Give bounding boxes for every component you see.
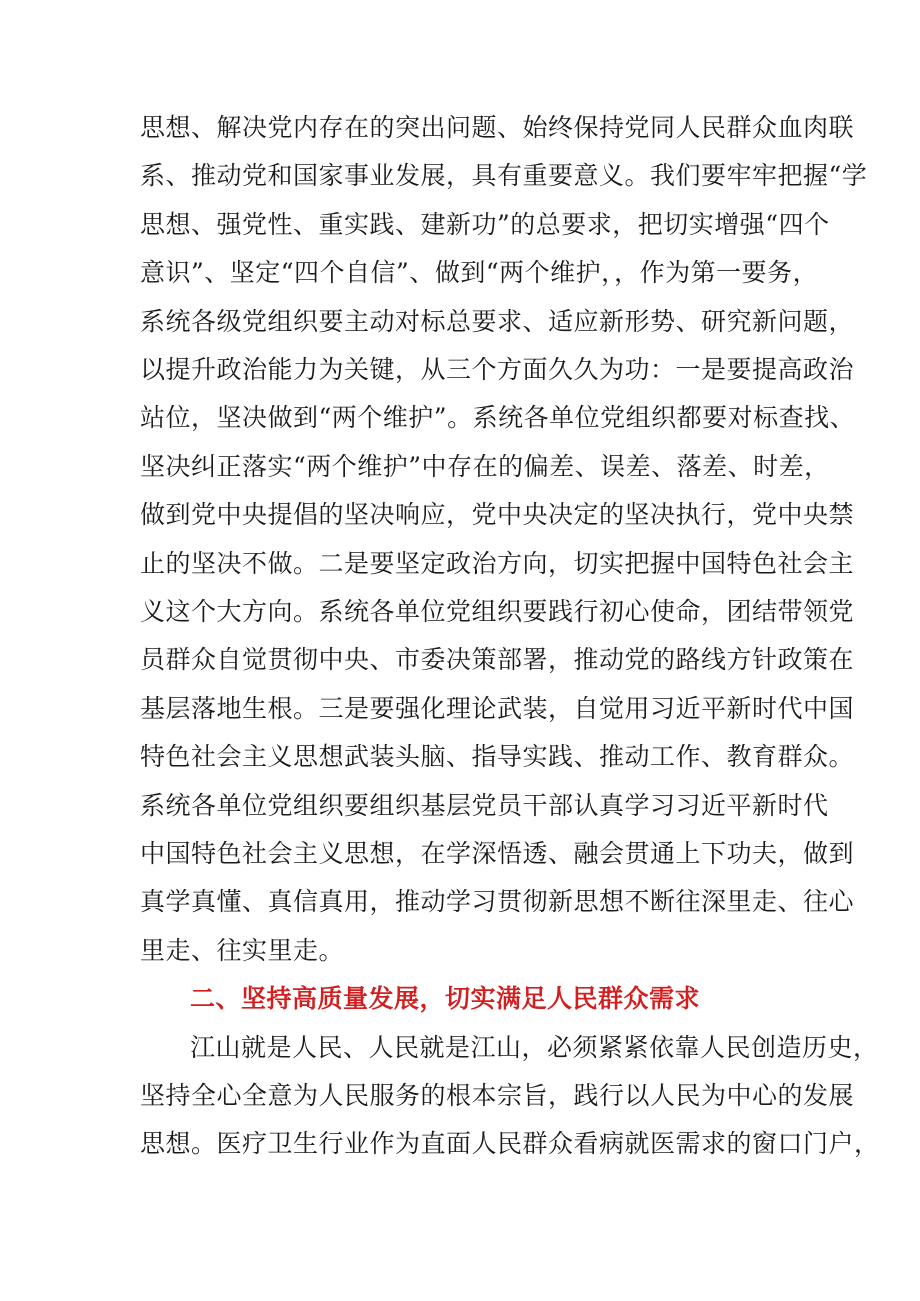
paragraph-line: 坚持全心全意为人民服务的根本宗旨，践行以人民为中心的发展 [140, 1081, 855, 1110]
paragraph-line: 真学真懂、真信真用，推动学习贯彻新思想不断往深里走、往心 [140, 887, 855, 916]
paragraph-line: 特色社会主义思想武装头脑、指导实践、推动工作、教育群众。 [140, 742, 855, 771]
paragraph-line: 中国特色社会主义思想，在学深悟透、融会贯通上下功夫，做到 [140, 839, 855, 868]
paragraph-line: 系统各单位党组织要组织基层党员干部认真学习习近平新时代 [140, 791, 829, 820]
paragraph-line: 员群众自觉贯彻中央、市委决策部署，推动党的路线方针政策在 [140, 645, 855, 674]
paragraph-line: 思想、强党性、重实践、建新功”的总要求，把切实增强“四个 [140, 210, 830, 239]
paragraph-line: 坚决纠正落实“两个维护”中存在的偏差、误差、落差、时差， [140, 452, 830, 481]
paragraph-line: 思想。医疗卫生行业作为直面人民群众看病就医需求的窗口门户， [140, 1129, 880, 1158]
paragraph-line: 做到党中央提倡的坚决响应，党中央决定的坚决执行，党中央禁 [140, 500, 855, 529]
paragraph-line: 系统各级党组织要主动对标总要求、适应新形势、研究新问题， [140, 307, 855, 336]
paragraph-line: 义这个大方向。系统各单位党组织要践行初心使命，团结带领党 [140, 597, 855, 626]
paragraph-line: 系、推动党和国家事业发展，具有重要意义。我们要牢牢把握“学 [140, 161, 868, 190]
paragraph-line: 意识”、坚定“四个自信”、做到“两个维护，，作为第一要务， [140, 258, 819, 287]
paragraph-line: 止的坚决不做。二是要坚定政治方向，切实把握中国特色社会主 [140, 549, 855, 578]
paragraph-line: 基层落地生根。三是要强化理论武装，自觉用习近平新时代中国 [140, 694, 855, 723]
section-heading: 二、坚持高质量发展，切实满足人民群众需求 [190, 984, 701, 1013]
paragraph-line: 以提升政治能力为关键，从三个方面久久为功：一是要提高政治 [140, 355, 855, 384]
paragraph-line: 里走、往实里走。 [140, 936, 345, 965]
paragraph-line: 江山就是人民、人民就是江山，必须紧紧依靠人民创造历史， [190, 1033, 879, 1062]
paragraph-line: 站位，坚决做到“两个维护”。系统各单位党组织都要对标查找、 [140, 403, 856, 432]
paragraph-line: 思想、解决党内存在的突出问题、始终保持党同人民群众血肉联 [140, 113, 855, 142]
